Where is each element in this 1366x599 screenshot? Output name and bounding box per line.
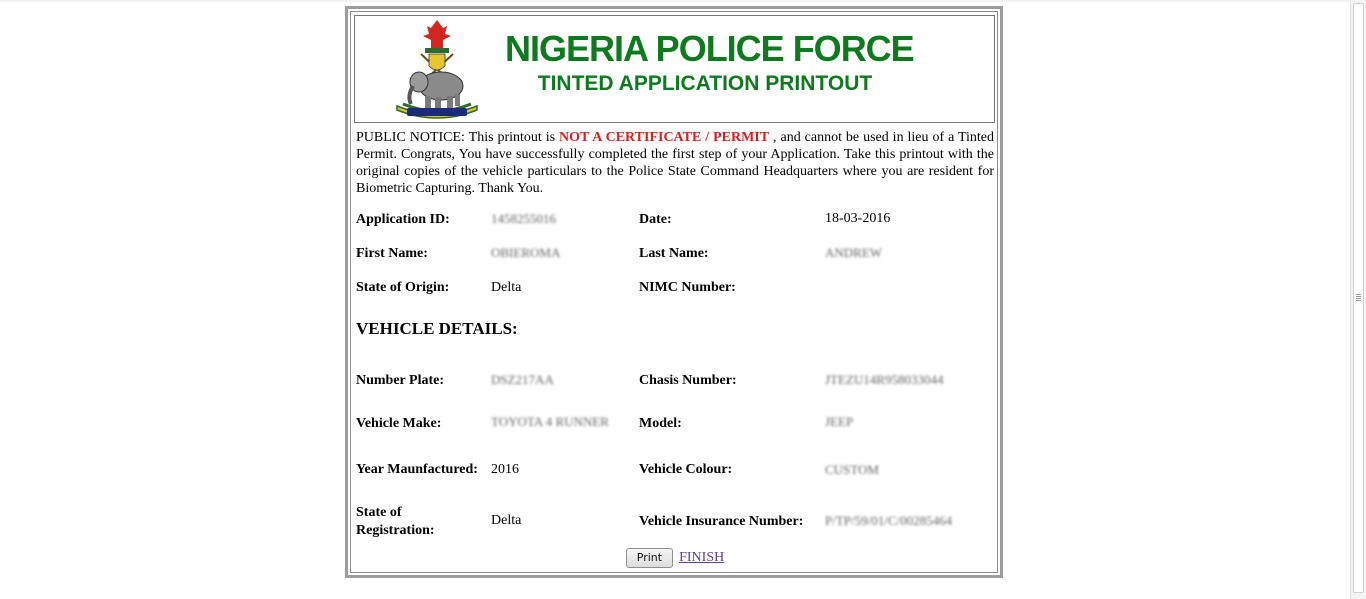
number-plate-label: Number Plate: [356,373,444,388]
state-of-origin-label: State of Origin: [356,280,450,295]
vehicle-colour-label: Vehicle Colour: [639,462,733,477]
date-value: 18-03-2016 [825,211,891,226]
insurance-number-value: P/TP/59/01/C/00285464 [825,513,953,528]
insurance-number-label: Vehicle Insurance Number: [639,514,804,529]
chasis-number-value: JTEZU14R958033044 [825,372,944,387]
printout-header [354,15,995,123]
public-notice [356,129,994,197]
notice-prefix: PUBLIC NOTICE: This printout is [356,130,556,145]
first-name-label: First Name: [356,246,428,261]
printout-inner-border [350,11,998,573]
scrollbar-grip-icon [1356,294,1361,302]
year-manufactured-label: Year Maunfactured: [356,462,478,477]
print-button[interactable]: Print [626,548,673,568]
notice-suffix: , and cannot be used in lieu of a Tinted Permit. Congrats, You have successfully completed the first step of your Application. Take this printout with the original copies of the vehicle particulars to the Police State Command Headquarters where you are resident for Biometric Capturing. Thank You. [356,130,995,196]
application-id-value: 1458255016 [491,211,556,226]
state-of-origin-value: Delta [491,280,522,295]
police-emblem-icon [391,18,483,122]
last-name-label: Last Name: [639,246,709,261]
scrollbar-thumb[interactable] [1353,3,1364,593]
registration-state-label-line1: State of [356,505,402,520]
finish-link[interactable]: FINISH [679,550,725,565]
date-label: Date: [639,212,672,227]
registration-state-label-line2: Registration: [356,523,435,538]
action-bar [351,548,999,568]
notice-warning: NOT A CERTIFICATE / PERMIT [559,130,770,145]
vehicle-details-heading: VEHICLE DETAILS: [356,319,518,338]
model-value: JEEP [825,414,854,429]
printout-frame [345,6,1003,578]
nimc-label: NIMC Number: [639,280,736,295]
number-plate-value: DSZ217AA [491,372,554,387]
first-name-value: OBIEROMA [491,245,561,260]
vehicle-make-label: Vehicle Make: [356,416,442,431]
registration-state-value: Delta [491,513,522,528]
application-id-label: Application ID: [356,212,450,227]
page-subtitle: TINTED APPLICATION PRINTOUT [537,72,873,95]
vehicle-colour-value: CUSTOM [825,462,879,477]
top-divider [0,0,1350,2]
vehicle-make-value: TOYOTA 4 RUNNER [491,414,609,429]
page-title: NIGERIA POLICE FORCE [505,28,914,69]
last-name-value: ANDREW [825,245,883,260]
model-label: Model: [639,416,682,431]
year-manufactured-value: 2016 [491,462,519,477]
chasis-number-label: Chasis Number: [639,373,737,388]
vertical-scrollbar[interactable] [1350,0,1366,599]
